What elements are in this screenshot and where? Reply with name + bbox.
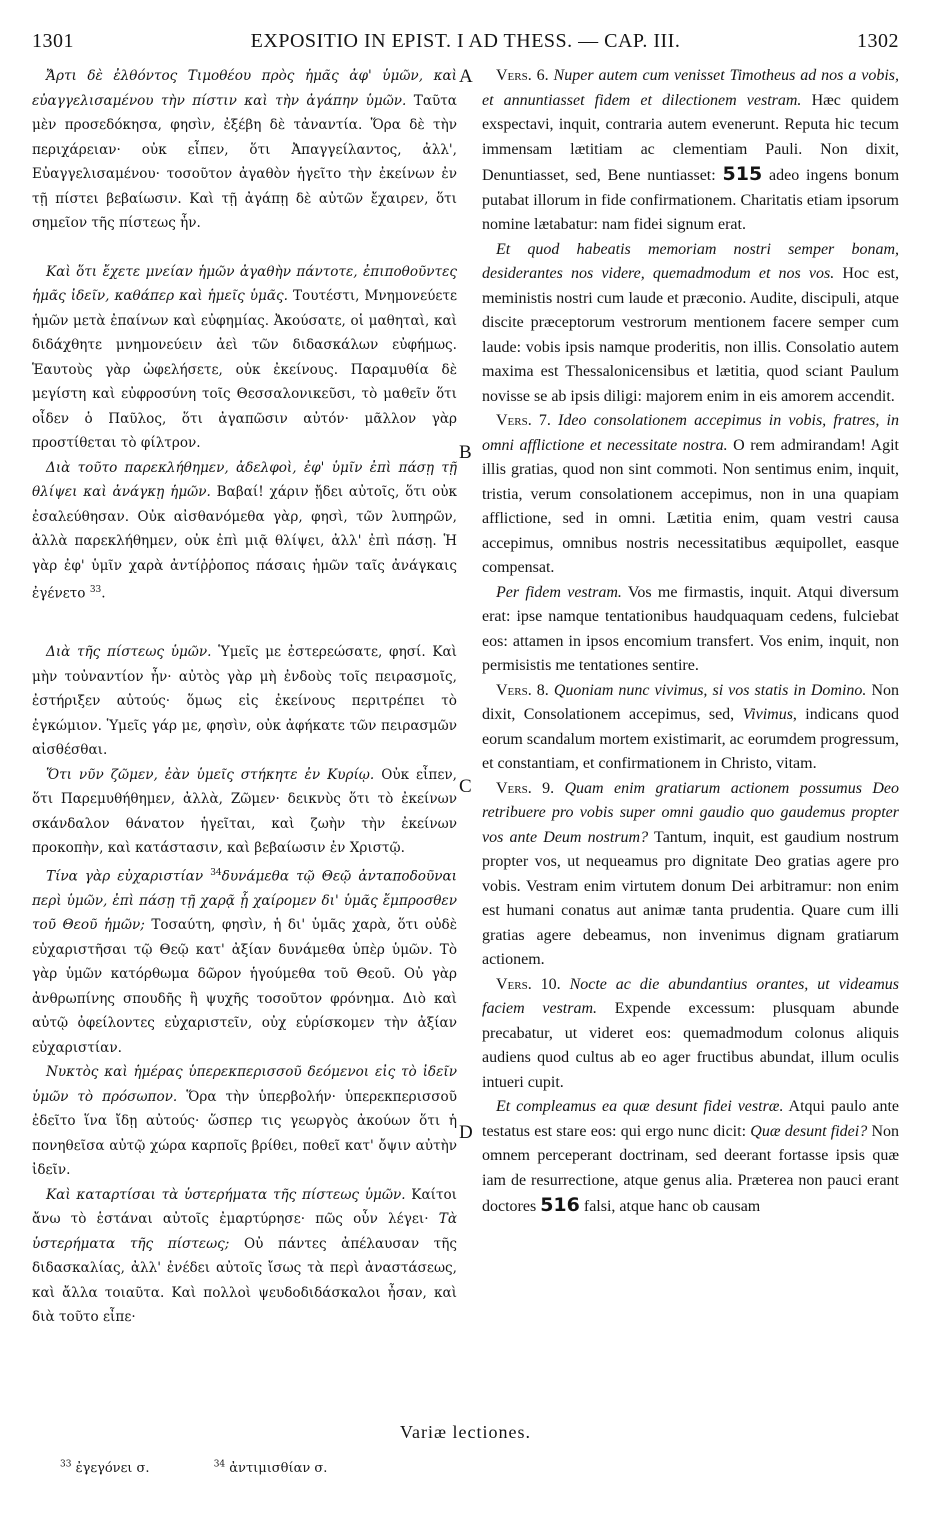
greek-commentary: Ὅρα τὴν ὑπερβολήν· ὑπερεκπερισσοῦ ἐδεῖτο ἵνα ἴδῃ αὐτούς· ὥσπερ τις γεωργὸς ἀκούων ὅτι ἡ πονηθεῖσα αὐτῷ χώρα καρποῖς βρίθει, ποθεῖ κατ' ὄψιν αὐτὴν ἰδεῖν. [32, 1088, 457, 1179]
margin-letter-d: D [459, 1122, 473, 1143]
greek-paragraph [32, 861, 457, 1061]
greek-lemma: Τίνα γὰρ εὐχαριστίαν [46, 868, 204, 885]
greek-lemma: Καὶ ὅτι ἔχετε μνείαν ἡμῶν ἀγαθὴν πάντοτε, ἐπιποθοῦντες ἡμᾶς ἰδεῖν, καθάπερ καὶ ἡμεῖς ὑμᾶς. [32, 263, 457, 304]
latin-paragraph [482, 679, 899, 777]
latin-lemma: Quam enim gratiarum actionem possumus Deo retribuere pro vobis super omni gaudio quo gaudemus propter vos ante Deum nostrum? [482, 779, 899, 846]
greek-commentary: Οὐκ εἶπεν, ὅτι Παρεμυθήθημεν, ἀλλὰ, Ζῶμεν· δεικνὺς ὅτι τὸ ἐκείνων σκάνδαλον θάνατον ἡγεῖται, καὶ ζωὴν τὴν ἐκείνων προκοπὴν, καὶ κατάστασιν, καὶ βεβαίωσιν ἐν Χριστῷ. [32, 766, 457, 857]
latin-commentary: Vos me firmastis, inquit. Atqui diversum erat: ipse namque tentationibus haudquaquam cedens, fulciebat eos: attamen in ipsos encomium transfert. Vos enim, inquit, non permisistis me tentationes sentire. [482, 583, 899, 674]
greek-paragraph [32, 64, 457, 236]
greek-lemma: Ὅτι νῦν ζῶμεν, ἐὰν ὑμεῖς στήκητε ἐν Κυρίῳ. [46, 766, 375, 783]
latin-paragraph [482, 973, 899, 1096]
greek-commentary: Καίτοι ἄνω τὸ ἑστάναι αὐτοῖς ἐμαρτύρησε· πῶς οὖν λέγει· [32, 1186, 457, 1228]
greek-paragraph [32, 1060, 457, 1183]
page-number-left: 1301 [32, 30, 74, 52]
greek-commentary: Ὑμεῖς με ἐστερεώσατε, φησί. Καὶ μὴν τοὐναντίον ἦν· αὐτὸς γὰρ μὴ ἐνδοὺς τοῖς πειρασμοῖς, ἐστήριξεν αὐτούς· ὅμως εἰς ἐκείνους περιτρέπει τὸ ἐγκώμιον. Ὑμεῖς γάρ με, φησὶν, οὐκ ἀφήκατε τῶν πειρασμῶν αἰσθέσθαι. [32, 644, 457, 759]
footnote-ref: 34 [210, 867, 222, 878]
variant-text: ἀντιμισθίαν σ. [229, 1461, 328, 1477]
margin-letter-c: C [459, 776, 472, 797]
greek-quote: Τὰ ὑστερήματα τῆς πίστεως; [32, 1211, 457, 1252]
verse-label: Vers. 9. [496, 779, 555, 797]
verse-label: Vers. 8. [496, 681, 549, 699]
variant-readings [60, 1460, 387, 1476]
greek-commentary: Βαβαί! χάριν ᾔδει αὐτοῖς, ὅτι οὐκ ἐσαλεύθησαν. Οὐκ αἰσθανόμεθα γὰρ, φησὶ, τῶν λυπηρῶν, ἀλλὰ παρεκλήθημεν, οὐκ ἐπὶ μιᾷ θλίψει, ἀλλ' ἐπὶ πάσῃ. Ἡ γὰρ ἐφ' ὑμῖν χαρὰ ἀντίῤῥοπος πάσαις ἡμῶν ταῖς ἀνάγκαις ἐγένετο [32, 484, 457, 602]
greek-lemma: Διὰ τῆς πίστεως ὑμῶν. [46, 644, 212, 661]
greek-lemma: Νυκτὸς καὶ ἡμέρας ὑπερεκπερισσοῦ δεόμενοι εἰς τὸ ἰδεῖν ὑμῶν τὸ πρόσωπον. [32, 1064, 457, 1105]
greek-paragraph: Διὰ τοῦτο παρεκλήθημεν, ἀδελφοὶ, ἐφ' ὑμῖν ἐπὶ πάσῃ τῇ θλίψει καὶ ἀνάγκῃ ἡμῶν. Βαβαί! χάριν ᾔδει αὐτοῖς, ὅτι οὐκ ἐσαλεύθησαν. Οὐκ αἰσθανόμεθα γὰρ, φησὶ, τῶν λυπηρῶν, ἀλλὰ παρεκλήθημεν, οὐκ ἐπὶ μιᾷ θλίψει, ἀλλ' ἐπὶ πάσῃ. Ἡ γὰρ ἐφ' ὑμῖν χαρὰ ἀντίῤῥοπος πάσαις ἡμῶν ταῖς ἀνάγκαις ἐγένετο $^{33}$. [32, 459, 457, 602]
latin-commentary: Tantum, inquit, est gaudium nostrum propter vos, ut nequeamus pro dignitate Deo gratias agere pro vobis. Vestram enim virtutem donum Dei arbitramur: non enim est humani conatus aut animæ tanta prudentia. Quare cum illi gratias agere debeamus, non invenimus dignam gratiarum actionem. [482, 828, 899, 968]
page-number-right: 1302 [857, 30, 899, 52]
footnote-ref: 33 [89, 585, 102, 595]
latin-commentary: Expende excessum: plusquam abunde precabatur, ut videret eos: quemadmodum colonus aliquis audiens quod cultus ab eo ager fructibus abundat, illum oculis intueri cupit. [482, 1000, 900, 1091]
greek-lemma: Ἄρτι δὲ ἐλθόντος Τιμοθέου πρὸς ἡμᾶς ἀφ' ὑμῶν, καὶ εὐαγγελισαμένου τὴν πίστιν καὶ τὴν ἀγάπην ὑμῶν. [32, 68, 457, 109]
latin-lemma: Nocte ac die abundantius orantes, ut videamus faciem vestram. [482, 975, 899, 1017]
latin-paragraph [482, 1095, 899, 1220]
latin-commentary: adeo ingens bonum putabat illorum in fide confirmationem. Charitatis etiam ipsorum nomine lætabatur: nam fidei signum erat. [482, 167, 900, 233]
latin-lemma: Nuper autem cum venisset Timotheus ad nos a vobis, et annuntiasset fidem et dilectionem vestram. [482, 67, 899, 109]
running-title: EXPOSITIO IN EPIST. I AD THESS. — CAP. III. [250, 30, 681, 52]
greek-commentary: Ταῦτα μὲν προσεδόκησα, φησὶν, ἐξέβη δὲ τἀναντία. Ὅρα δὲ τὴν περιχάρειαν· οὐκ εἶπεν, ὅτι Ἀπαγγείλαντος, ἀλλ', Εὐαγγελισαμένου· τοσοῦτον ἀγαθὸν ἡγεῖτο τὴν ἐκείνων ἐν τῇ πίστει βεβαίωσιν. Καὶ τῇ ἀγάπῃ δὲ αὐτῶν ἔχαιρεν, ὅτι σημεῖον τῆς πίστεως ἦν. [32, 92, 457, 231]
greek-commentary: Τουτέστι, Μνημονεύετε ἡμῶν μετὰ ἐπαίνων καὶ εὐφημίας. Ἀκούσατε, οἱ μαθηταὶ, καὶ διδάχθητε μνημονεύειν ἀεὶ τῶν διδασκάλων εὐφήμως. Ἑαυτοὺς γὰρ ὠφελήσετε, οὐκ ἐκείνους. Παραμυθία δὲ μεγίστη καὶ εὐφροσύνη τοῖς Θεσσαλονικεῦσι, τὸ μαθεῖν ὅτι οἶδεν ὁ Παῦλος, ὅτι ἀγαπῶσιν αὐτόν· μᾶλλον γὰρ προστίθεται τὸ φίλτρον. [32, 288, 458, 451]
latin-paragraph [482, 409, 899, 581]
latin-commentary: , indicans quod eorum scandalum mortem existimarit, ac eorumdem progressum, et constantiam, et confirmationem in Christo, vitam. [482, 706, 899, 772]
latin-commentary: Hoc est, meministis nostri cum laude et præconio. Audite, discipuli, atque discite præceptorum vestrorum mentionem facere semper cum laude: vobis ipsis namque proderitis, non illis. Consolatio autem maxima est Thessalonicensibus et lætitia, quod sciant Paulum novisse se ab ipsis diligi: majorem enim in eis amorem accendit. [482, 265, 900, 405]
greek-commentary: Τοσαύτη, φησὶν, ἡ δι' ὑμᾶς χαρὰ, ὅτι οὐδὲ εὐχαριστῆσαι τῷ Θεῷ κατ' ἀξίαν δυνάμεθα ὑπὲρ ὑμῶν. Τὸ γὰρ ὑμῶν κατόρθωμα δῶρον ἡγούμεθα τοῦ Θεοῦ. Οὐ γὰρ ἀνθρωπίνης σπουδῆς ἢ ψυχῆς τοσοῦτον φρόνημα. Διὸ καὶ αὐτῷ ὀφείλοντες εὐχαριστεῖν, οὐχ εὑρίσκομεν τὴν ἀξίαν εὐχαριστίαν. [32, 917, 457, 1056]
greek-lemma: δυνάμεθα τῷ Θεῷ ἀνταποδοῦναι περὶ ὑμῶν, ἐπὶ πάσῃ τῇ χαρᾷ ᾗ χαίρομεν δι' ὑμᾶς ἔμπροσθεν τοῦ Θεοῦ ἡμῶν; [32, 868, 457, 934]
latin-commentary: Non dixit, Consolationem accepimus, sed, [482, 681, 900, 723]
margin-letter-b: B [459, 442, 472, 463]
page-marker: 516 [540, 1194, 580, 1216]
latin-lemma: Ideo consolationem accepimus in vobis, fratres, in omni afflictione et necessitate nostra. [482, 412, 899, 454]
page-marker: 515 [722, 163, 763, 185]
greek-column [32, 64, 457, 1330]
greek-paragraph [32, 763, 457, 861]
latin-lemma: Et quod habeatis memoriam nostri semper bonam, desiderantes nos videre, quemadmodum et nos vos. [482, 240, 899, 282]
greek-lemma: Καὶ καταρτίσαι τὰ ὑστερήματα τῆς πίστεως ὑμῶν. [46, 1186, 406, 1203]
latin-column [482, 64, 899, 1220]
variant-text: ἐγεγόνει σ. [75, 1461, 150, 1477]
variant-reading [214, 1461, 358, 1476]
latin-commentary: Non omnem perceperant doctrinam, sed deerant fortasse ipsis quæ iam de resurrectione, atque genus alia. Præterea non pauci erant doctores [482, 1122, 900, 1215]
greek-paragraph [32, 1183, 457, 1330]
latin-lemma: Quoniam nunc vivimus, si vos statis in Domino. [553, 681, 867, 699]
latin-commentary: Atqui paulo ante testatus est stare eos: qui ergo nunc dicit: [482, 1098, 900, 1140]
greek-commentary: Οὐ πάντες ἀπέλαυσαν τῆς διδασκαλίας, ἀλλ' ἐνέδει αὐτοῖς ἴσως τὰ περὶ ἀναστάσεως, καὶ ἄλλα τοιαῦτα. Καὶ πολλοὶ ψευδοδιδάσκαλοι ἦσαν, καὶ διὰ τοῦτο εἶπε· [32, 1235, 458, 1326]
running-header [32, 30, 899, 60]
latin-quote: Vivimus [742, 706, 793, 723]
latin-paragraph [482, 777, 899, 973]
latin-lemma: Et compleamus ea quæ desunt fidei vestræ. [496, 1098, 784, 1115]
latin-lemma: Per fidem vestram. [496, 583, 622, 601]
variae-lectiones-heading: Variæ lectiones. [400, 1422, 531, 1442]
latin-commentary: Hæc quidem exspectavi, inquit, contraria autem evenerunt. Reputa hic tecum immensam lætitiam ac clementiam Pauli. Non dixit, Denuntiasset, sed, Bene nuntiasset: [482, 91, 900, 184]
variant-number: 34 [213, 1460, 226, 1470]
verse-label: Vers. 7. [496, 412, 551, 429]
latin-paragraph [482, 581, 899, 679]
verse-label: Vers. 10. [496, 975, 561, 993]
variant-number: 33 [60, 1460, 72, 1470]
greek-paragraph [32, 260, 457, 456]
latin-commentary: falsi, atque hanc ob causam [583, 1198, 761, 1215]
greek-lemma: Διὰ τοῦτο παρεκλήθημεν, ἀδελφοὶ, ἐφ' ὑμῖν ἐπὶ πάσῃ τῇ θλίψει καὶ ἀνάγκῃ ἡμῶν. [32, 459, 457, 500]
verse-label: Vers. 6. [496, 67, 549, 84]
latin-quote: Quæ desunt fidei? [750, 1122, 868, 1140]
latin-commentary: O rem admirandam! Agit illis gratias, quod non sint commoti. Non sentimus enim, inquit, tristia, verum consolationem accepimus, non in una quapiam afflictione, sed in omni. Lætitia enim, quam vestri causa accepimus, omnibus nostris necessitatibus æquipollet, easque compensat. [482, 436, 899, 576]
greek-paragraph [32, 640, 457, 763]
latin-paragraph [482, 238, 899, 410]
margin-letter-a: A [459, 66, 473, 87]
latin-paragraph [482, 64, 899, 238]
variant-reading [60, 1461, 180, 1476]
